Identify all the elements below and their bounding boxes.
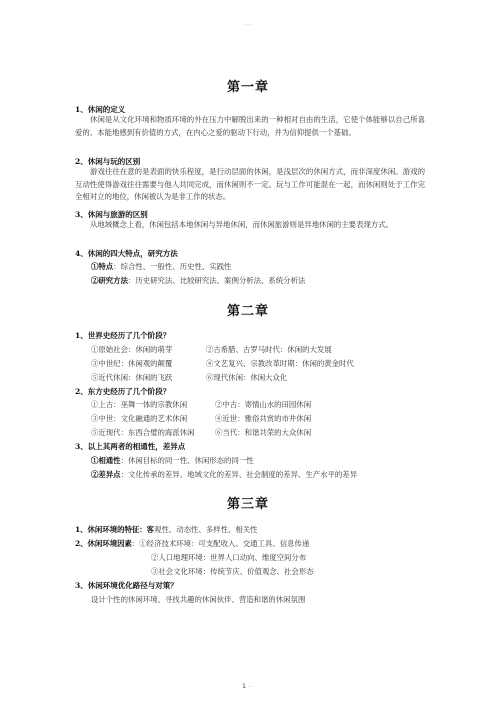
list-item: ①上古：巫舞一体的宗教休闲: [91, 400, 188, 409]
footer-text: ····: [247, 684, 254, 690]
paragraph: 从地域概念上看，休闲包括本地休闲与异地休闲，而休闲旅游则是异地休闲的主要表现方式。: [90, 220, 394, 229]
item-label: ①特点: [91, 262, 114, 271]
chapter-title: 第二章: [226, 304, 269, 319]
list-item: ①原始社会：休闲的萌芽: [91, 345, 173, 354]
list-item: ⑤近代休闲：休闲的飞跃: [91, 373, 173, 382]
question-heading: 1、世界史经历了几个阶段？: [75, 331, 171, 340]
question-heading: 4、休闲的四大特点，研究方法: [75, 249, 178, 258]
paragraph: 休闲是从文化环境和物质环境的外在压力中解脱出来的一种相对自由的生活，它使个体能够以自己所喜爱的、本能地感到有价值的方式，在内心之爱的驱动下行动，并为信仰提供一个基础。: [75, 115, 425, 137]
paragraph: 设计个性的休闲环境、寻找共趣的休闲伙伴、营造和谐的休闲氛围: [91, 595, 306, 604]
item-label: ②差异点: [91, 470, 121, 479]
list-item: [91, 275, 305, 286]
list-item: ③中世纪：休闲观的颠覆: [91, 359, 173, 368]
question-heading: 1、休闲环境的特征：客: [75, 525, 155, 534]
page-footer: [0, 683, 496, 690]
question-heading: 1、休闲的定义: [75, 105, 126, 114]
question-line: [75, 524, 258, 535]
item-text: ：历史研究法、比较研究法、案例分析法、系统分析法: [127, 276, 306, 285]
list-item: ②人口地理环境：世界人口动向、维度空间分布: [151, 553, 307, 562]
item-text: ：综合性、一般性、历史性、实践性: [113, 262, 232, 271]
question-heading: 3、休闲与旅游的区别: [75, 210, 148, 219]
question-heading: 2、休闲与玩的区别: [75, 157, 141, 166]
item-label: ①相通性: [91, 456, 121, 465]
list-item: ⑥现代休闲：休闲大众化: [206, 373, 288, 382]
question-heading: 2、休闲环境因素: [75, 539, 132, 548]
item-text: 观性、动态性、多样性、相关性: [154, 525, 258, 534]
page-header: ·····: [244, 22, 252, 28]
question-heading: 2、东方史经历了几个阶段？: [75, 387, 171, 396]
question-heading: 3、休闲环境优化路径与对策？: [75, 581, 178, 590]
question-line: [75, 538, 309, 549]
item-text: ：休闲目标的同一性、休闲形态的同一性: [120, 456, 254, 465]
item-text: ：文化传承的差异、地域文化的差异、社会制度的差异、生产水平的差异: [120, 470, 358, 479]
item-text: ：①经济技术环境：可支配收入、交通工具、信息传递: [131, 539, 310, 548]
item-label: ②研究方法: [91, 276, 128, 285]
chapter-title: 第三章: [226, 497, 269, 512]
page-number: 1: [242, 683, 246, 690]
list-item: [91, 455, 254, 466]
list-item: ③社会文化环境：传统节庆、价值观念、社会形态: [151, 567, 314, 576]
list-item: [91, 261, 231, 272]
list-item: ⑤近现代：东西合璧的海派休闲: [91, 428, 195, 437]
list-item: ②中古：寄情山水的田园休闲: [215, 400, 312, 409]
list-item: ③中世：文化融通的艺术休闲: [91, 414, 188, 423]
list-item: ⑥当代：和谐共荣的大众休闲: [215, 428, 312, 437]
list-item: ②古希腊、古罗马时代：休闲的大发展: [206, 345, 332, 354]
list-item: ④近世：雅俗共赏的市井休闲: [215, 414, 312, 423]
paragraph: 游戏往往在意的是表面的快乐程度，是行动层面的休闲，是浅层次的休闲方式，而非深度休闲。游戏的互动性使得游戏往往需要与他人共同完成，而休闲则不一定。玩与工作可能混在一起，而休闲则处于工作完全相对立的地位，休闲被认为是非工作的状态。: [75, 167, 425, 202]
list-item: ④文艺复兴、宗教改革时期：休闲的黄金时代: [206, 359, 354, 368]
chapter-title: 第一章: [226, 80, 269, 95]
list-item: [91, 469, 357, 480]
question-heading: 3、以上其两者的相通性，差异点: [75, 442, 186, 451]
